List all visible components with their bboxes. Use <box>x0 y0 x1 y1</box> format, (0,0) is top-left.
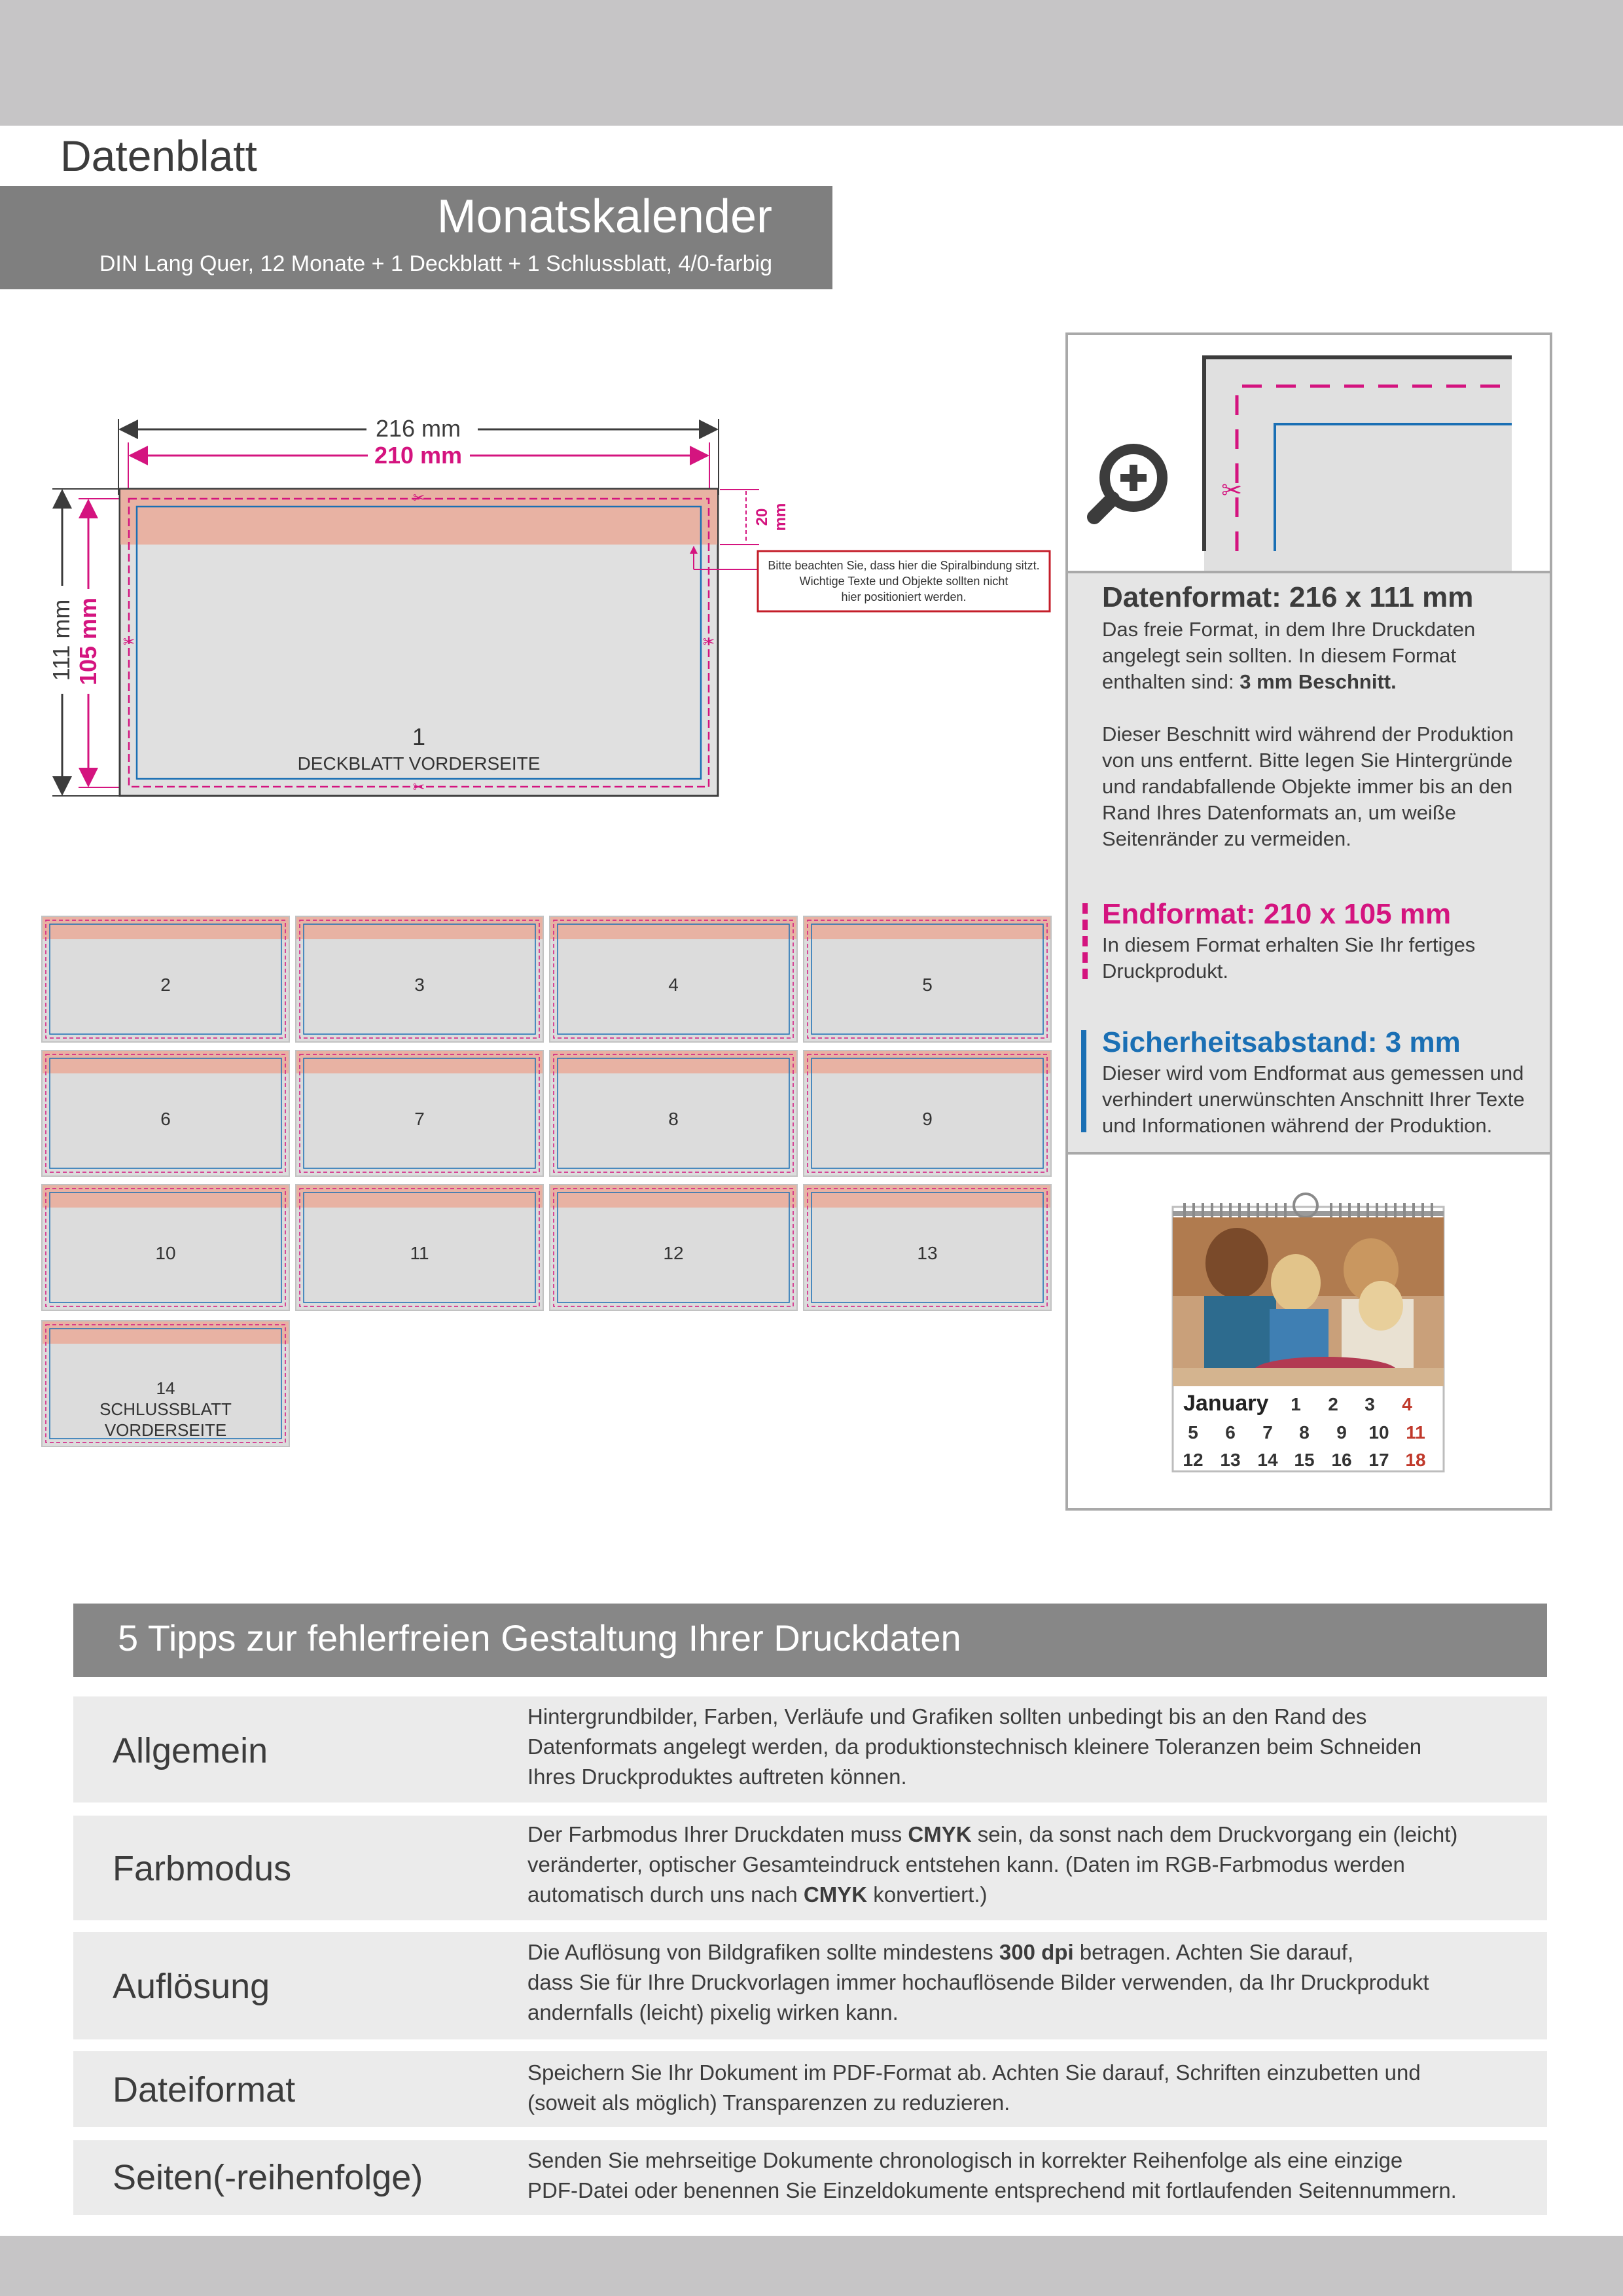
svg-text:12: 12 <box>1183 1450 1204 1470</box>
svg-text:9: 9 <box>1336 1422 1347 1443</box>
calendar-preview <box>1165 1191 1453 1479</box>
svg-text:7: 7 <box>1262 1422 1273 1443</box>
svg-text:13: 13 <box>1220 1450 1241 1470</box>
svg-text:14: 14 <box>1257 1450 1278 1470</box>
tip-row-seitenreihenfolge <box>73 2140 1547 2215</box>
last-page-label: VORDERSEITE <box>104 1420 227 1440</box>
height-inner-label: 105 mm <box>75 597 101 686</box>
tip-row-allgemein <box>73 1696 1547 1803</box>
svg-text:11: 11 <box>1406 1422 1425 1443</box>
month-page-number: 3 <box>414 975 425 995</box>
scissors-icon: ✂ <box>1221 477 1242 505</box>
width-inner-label: 210 mm <box>374 442 463 469</box>
tip-row-dateiformat <box>73 2051 1547 2127</box>
month-page-sheet <box>42 916 289 1042</box>
svg-text:4: 4 <box>1402 1394 1412 1414</box>
month-page-sheet <box>42 1185 289 1310</box>
datenformat-text: Das freie Format, in dem Ihre Druckdaten angelegt sein sollten. In diesem Format enthalten sind: 3 mm Beschnitt. <box>1102 618 1476 693</box>
tip-text: Hintergrundbilder, Farben, Verläufe und Grafiken sollten unbedingt bis an den Rand des Datenformats angelegt werden, da produktionstechnisch kleinere Toleranzen beim Schneiden Ihres Druckproduktes auftreten können. <box>527 1704 1422 1789</box>
info-mid-section <box>1068 571 1550 1155</box>
bottom-band <box>0 2236 1623 2296</box>
tips-title: 5 Tipps zur fehlerfreien Gestaltung Ihrer Druckdaten <box>118 1617 961 1659</box>
sicherheit-title: Sicherheitsabstand: 3 mm <box>1102 1026 1461 1058</box>
svg-text:1: 1 <box>1291 1394 1301 1414</box>
month-page-sheet <box>550 1050 797 1176</box>
svg-text:10: 10 <box>1368 1422 1389 1443</box>
month-page-sheet <box>296 1185 543 1310</box>
svg-text:✂: ✂ <box>702 634 715 650</box>
cover-format-diagram <box>0 393 1073 825</box>
sicherheit-marker <box>1081 1030 1086 1132</box>
cover-label: DECKBLATT VORDERSEITE <box>297 753 541 774</box>
month-page-sheet <box>804 1185 1051 1310</box>
tip-label: Allgemein <box>113 1731 268 1770</box>
month-page-number: 11 <box>410 1243 429 1263</box>
tip-row-farbmodus <box>73 1816 1547 1920</box>
month-page-sheet <box>804 916 1051 1042</box>
tip-text: Der Farbmodus Ihrer Druckdaten muss CMYK sein, da sonst nach dem Druckvorgang ein (leicht) veränderter, optischer Gesamteindruck entstehen kann. (Daten im RGB-Farbmodus werden automatisch durch uns nach CMYK konvertiert.) <box>527 1822 1458 1907</box>
month-page-number: 13 <box>917 1243 938 1263</box>
svg-text:6: 6 <box>1225 1422 1236 1443</box>
datenblatt-label: Datenblatt <box>60 132 257 180</box>
svg-text:8: 8 <box>1299 1422 1310 1443</box>
tip-text: Die Auflösung von Bildgrafiken sollte mindestens 300 dpi betragen. Achten Sie darauf, dass Sie für Ihre Druckvorlagen immer hochauflösende Bilder verwenden, da Ihr Druckprodukt andernfalls (leicht) pixelig wirken kann. <box>527 1940 1429 2024</box>
svg-text:✂: ✂ <box>412 490 425 506</box>
tip-text: Speichern Sie Ihr Dokument im PDF-Format ab. Achten Sie darauf, Schriften einzubetten und (soweit als möglich) Transparenzen zu reduzieren. <box>527 2060 1421 2115</box>
month-page-number: 12 <box>663 1243 684 1263</box>
tip-label: Dateiformat <box>113 2070 296 2109</box>
page-subtitle: DIN Lang Quer, 12 Monate + 1 Deckblatt + 1 Schlussblatt, 4/0-farbig <box>99 251 772 276</box>
month-page-sheet <box>296 916 543 1042</box>
height-outer-label: 111 mm <box>48 599 75 681</box>
datenformat-title: Datenformat: 216 x 111 mm <box>1102 581 1474 613</box>
month-page-sheet <box>296 1050 543 1176</box>
top-band <box>0 0 1623 126</box>
svg-text:18: 18 <box>1405 1450 1426 1470</box>
endformat-text: In diesem Format erhalten Sie Ihr fertiges Druckprodukt. <box>1102 933 1476 982</box>
endformat-title: Endformat: 210 x 105 mm <box>1102 898 1452 930</box>
binding-note-line-1: Bitte beachten Sie, dass hier die Spiralbindung sitzt. <box>768 559 1040 572</box>
last-page-label: 14 <box>156 1378 175 1398</box>
last-page-sheet <box>42 1321 289 1446</box>
month-page-sheet <box>804 1050 1051 1176</box>
datenblatt-label-box <box>0 126 326 186</box>
width-outer-label: 216 mm <box>375 415 461 442</box>
tip-label: Seiten(-reihenfolge) <box>113 2158 423 2197</box>
endformat-marker <box>1082 903 1088 979</box>
binding-note-line-2: Wichtige Texte und Objekte sollten nicht <box>799 575 1008 588</box>
svg-text:5: 5 <box>1188 1422 1198 1443</box>
monthly-pages-grid <box>0 903 1060 1453</box>
svg-text:17: 17 <box>1368 1450 1389 1470</box>
svg-text:2: 2 <box>1328 1394 1338 1414</box>
svg-text:✂: ✂ <box>412 779 425 795</box>
tips-header <box>73 1604 1547 1677</box>
month-page-number: 10 <box>155 1243 176 1263</box>
month-page-sheet <box>550 916 797 1042</box>
page-title: Monatskalender <box>437 190 772 243</box>
beschnitt-text: Dieser Beschnitt wird während der Produktion von uns entfernt. Bitte legen Sie Hintergründe und randabfallende Objekte immer bis an den Rand Ihres Datenformats an, um weiße Seitenränder zu vermeiden. <box>1102 723 1514 850</box>
svg-text:15: 15 <box>1294 1450 1315 1470</box>
svg-text:16: 16 <box>1331 1450 1352 1470</box>
last-page-label: SCHLUSSBLATT <box>99 1399 232 1419</box>
month-page-number: 6 <box>160 1109 171 1129</box>
zoom-detail <box>1068 335 1550 571</box>
month-page-number: 4 <box>668 975 679 995</box>
month-page-number: 7 <box>414 1109 425 1129</box>
month-page-sheet <box>42 1050 289 1176</box>
tip-label: Farbmodus <box>113 1849 292 1888</box>
month-page-number: 9 <box>922 1109 933 1129</box>
month-page-number: 2 <box>160 975 171 995</box>
binding-margin-unit: mm <box>772 503 789 531</box>
tip-text: Senden Sie mehrseitige Dokumente chronologisch in korrekter Reihenfolge als eine einzige PDF-Datei oder benennen Sie Einzeldokumente entsprechend mit fortlaufenden Seitennummern. <box>527 2148 1457 2202</box>
month-page-sheet <box>550 1185 797 1310</box>
tip-label: Auflösung <box>113 1967 270 2006</box>
tip-row-aufloesung <box>73 1932 1547 2039</box>
svg-text:✂: ✂ <box>122 634 135 650</box>
binding-margin-value: 20 <box>753 508 771 526</box>
month-page-number: 8 <box>668 1109 679 1129</box>
title-band <box>0 186 832 289</box>
month-page-number: 5 <box>922 975 933 995</box>
cover-number: 1 <box>412 723 426 750</box>
calendar-month: January <box>1183 1391 1269 1416</box>
sicherheit-text: Dieser wird vom Endformat aus gemessen und verhindert unerwünschten Anschnitt Ihrer Texte und Informationen während der Produktion. <box>1102 1062 1525 1137</box>
binding-note-line-3: hier positioniert werden. <box>841 590 967 603</box>
svg-text:3: 3 <box>1364 1394 1375 1414</box>
